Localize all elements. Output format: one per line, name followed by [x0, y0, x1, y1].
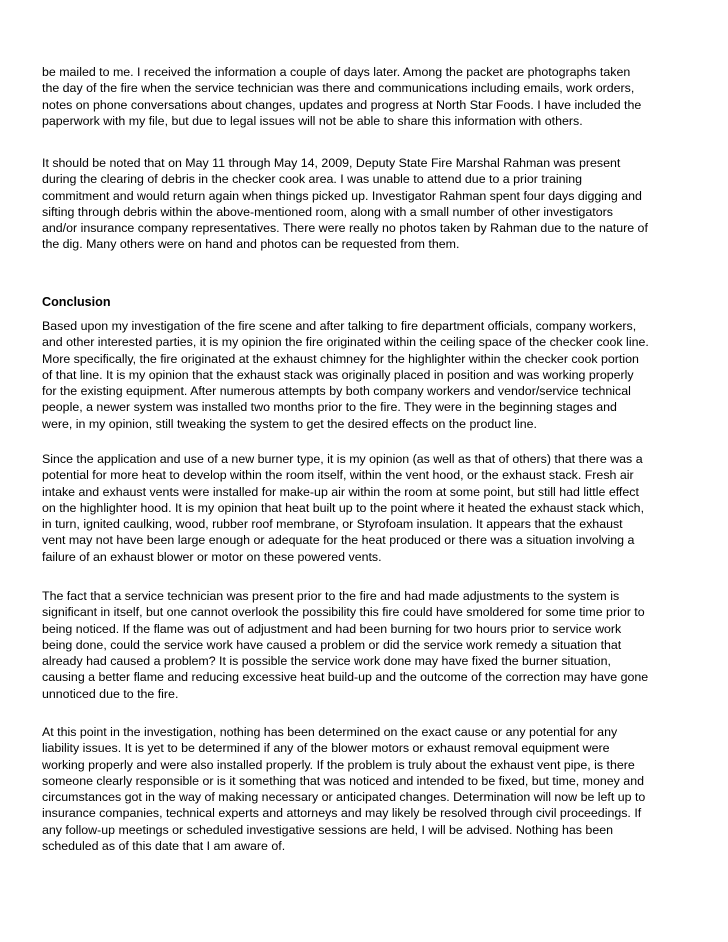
paragraph-received-information [42, 64, 688, 129]
paragraph-line: Based upon my investigation of the fire scene and after talking to fire department officials, company workers, [42, 319, 637, 333]
paragraph-line: paperwork with my file, but due to legal issues will not be able to share this information with others. [42, 113, 583, 128]
paragraph-line: being done, could the service work have caused a problem or did the service work remedy a situation that [42, 637, 622, 652]
paragraph-line: any follow-up meetings or scheduled investigative sessions are held, I will be advised. Nothing has been [42, 822, 613, 837]
paragraph-fire-marshal [42, 155, 688, 253]
paragraph-line: during the clearing of debris in the checker cook area. I was unable to attend due to a prior training [42, 172, 583, 187]
paragraph-line: commitment and would return again when things picked up. Investigator Rahman spent four days digging and [42, 188, 642, 203]
paragraph-line: people, a newer system was installed two months prior to the fire. They were in the beginning stages and [42, 400, 617, 415]
paragraph-line: being noticed. If the flame was out of adjustment and had been burning for two hours prior to service work [42, 621, 622, 636]
paragraph-line: for the existing equipment. After numerous attempts by both company workers and vendor/service technical [42, 384, 631, 399]
paragraph-service-technician [42, 588, 688, 702]
paragraph-line: failure of an exhaust blower or motor on these powered vents. [42, 549, 382, 564]
paragraph-line: sifting through debris within the above-mentioned room, along with a small number of other investigators [42, 204, 613, 219]
paragraph-line: scheduled as of this date that I am aware of. [42, 839, 286, 854]
paragraph-line: already had caused a problem? It is possible the service work done may have fixed the burner situation, [42, 654, 611, 669]
paragraph-line: significant in itself, but one cannot overlook the possibility this fire could have smoldered for some time prior to [42, 605, 645, 620]
paragraph-line: the dig. Many others were on hand and photos can be requested from them. [42, 237, 460, 252]
paragraph-line: potential for more heat to develop within the room itself, within the vent hood, or the exhaust stack. Fresh air [42, 468, 634, 483]
paragraph-line: circumstances got in the way of making necessary or anticipated changes. Determination will now be left up to [42, 790, 646, 805]
paragraph-line: were, in my opinion, still tweaking the system to get the desired effects on the product line. [42, 416, 537, 431]
paragraph-line: It should be noted that on May 11 through May 14, 2009, Deputy State Fire Marshal Rahman was present [42, 156, 621, 170]
paragraph-line: More specifically, the fire originated at the exhaust chimney for the highlighter within the checker cook portion [42, 351, 639, 366]
paragraph-line: the day of the fire when the service technician was there and communications including emails, work orders, [42, 81, 635, 96]
paragraph-line: and/or insurance company representatives. There were really no photos taken by Rahman due to the nature of [42, 221, 648, 236]
paragraph-line: in turn, ignited caulking, wood, rubber roof membrane, or Styrofoam insulation. It appears that the exhaust [42, 517, 623, 532]
paragraph-investigation-status [42, 724, 688, 854]
paragraph-heat-development [42, 451, 688, 565]
paragraph-line: intake and exhaust vents were installed for make-up air within the room at some point, but still had little effect [42, 484, 639, 499]
paragraph-line: and other interested parties, it is my opinion the fire originated within the ceiling space of the checker cook line. [42, 335, 649, 350]
paragraph-line: someone clearly responsible or is it something that was noticed and intended to be fixed, but time, money and [42, 773, 644, 788]
paragraph-line: of that line. It is my opinion that the exhaust stack was originally placed in position and was working properly [42, 367, 634, 382]
paragraph-line: unnoticed due to the fire. [42, 686, 179, 701]
paragraph-line: vent may not have been large enough or adequate for the heat produced or there was a situation involving a [42, 533, 635, 548]
paragraph-line: be mailed to me. I received the information a couple of days later. Among the packet are photographs taken [42, 65, 631, 79]
paragraph-line: Since the application and use of a new burner type, it is my opinion (as well as that of others) that there was a [42, 452, 643, 466]
paragraph-line: The fact that a service technician was present prior to the fire and had made adjustments to the system is [42, 589, 620, 603]
paragraph-origin-of-fire [42, 318, 688, 432]
paragraph-line: notes on phone conversations about changes, updates and progress at North Star Foods. I have included the [42, 97, 642, 112]
paragraph-line: causing a better flame and reducing excessive heat build-up and the outcome of the correction may have gone [42, 670, 649, 685]
paragraph-line: liability issues. It is yet to be determined if any of the blower motors or exhaust removal equipment were [42, 741, 610, 756]
paragraph-line: At this point in the investigation, nothing has been determined on the exact cause or any potential for any [42, 725, 618, 739]
paragraph-line: insurance companies, technical experts and attorneys and may likely be resolved through civil proceedings. If [42, 806, 642, 821]
paragraph-line: on the highlighter hood. It is my opinion that heat built up to the point where it heated the exhaust stack which, [42, 500, 645, 515]
conclusion-heading: Conclusion [42, 295, 111, 309]
paragraph-line: working properly and were also installed properly. If the problem is truly about the exhaust vent pipe, is there [42, 757, 635, 772]
